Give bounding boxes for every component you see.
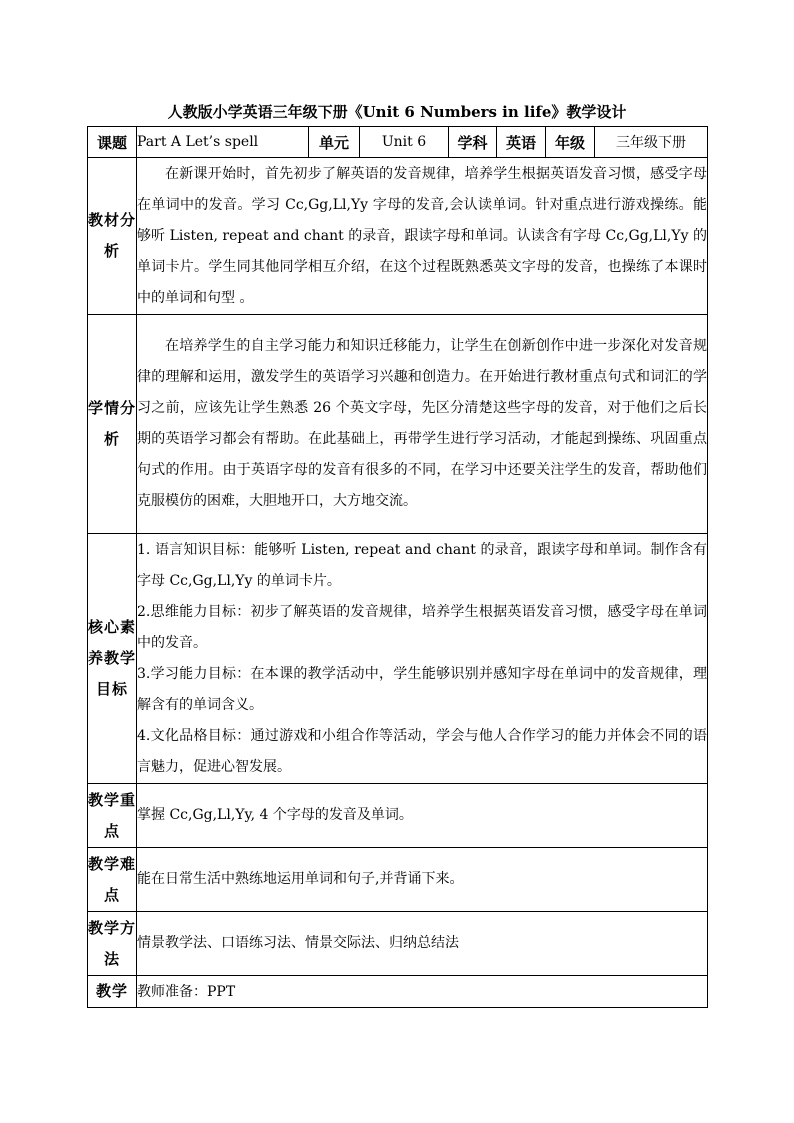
- key-points-text: 掌握 Cc,Gg,Ll,Yy, 4 个字母的发音及单词。: [137, 784, 708, 848]
- preparation-row: [88, 976, 708, 1008]
- methods-text: 情景教学法、口语练习法、情景交际法、归纳总结法: [137, 912, 708, 976]
- key-points-row: [88, 784, 708, 848]
- material-analysis-text: [137, 158, 708, 315]
- student-analysis-label: 学情分析: [88, 315, 137, 534]
- difficulties-row: [88, 848, 708, 912]
- unit-value: Unit 6: [360, 127, 449, 158]
- goal-item: 3.学习能力目标：在本课的教学活动中，学生能够识别并感知字母在单词中的发音规律，理解含有的单词含义。: [137, 665, 707, 713]
- preparation-label: 教学: [88, 976, 137, 1008]
- goal-item: 4.文化品格目标：通过游戏和小组合作等活动，学会与他人合作学习的能力并体会不同的语言魅力，促进心智发展。: [137, 727, 707, 775]
- preparation-text: 教师准备：PPT: [137, 976, 708, 1008]
- unit-label: 单元: [309, 127, 360, 158]
- document-title: 人教版小学英语三年级下册《Unit 6 Numbers in life》教学设计: [167, 103, 627, 121]
- header-row: [88, 127, 708, 158]
- methods-row: [88, 912, 708, 976]
- goal-item: 1. 语言知识目标：能够听 Listen, repeat and chant 的录音，跟读字母和单词。制作含有字母 Cc,Gg,Ll,Yy 的单词卡片。: [137, 541, 707, 589]
- goal-item: 2.思维能力目标：初步了解英语的发音规律，培养学生根据英语发音习惯，感受字母在单词中的发音。: [137, 603, 707, 651]
- grade-value: 三年级下册: [595, 127, 708, 158]
- material-analysis-row: [88, 158, 708, 315]
- material-analysis-label: 教材分析: [88, 158, 137, 315]
- subject-value: 英语: [497, 127, 546, 158]
- grade-label: 年级: [546, 127, 595, 158]
- methods-label: 教学方法: [88, 912, 137, 976]
- material-analysis-paragraph: 在新课开始时，首先初步了解英语的发音规律，培养学生根据英语发音习惯，感受字母在单词中的发音。学习 Cc,Gg,Ll,Yy 字母的发音,会认读单词。针对重点进行游戏操练。能够听 Listen, repeat and chant 的录音，跟读字母和单词。认读含有字母 Cc,Gg,Ll,Yy 的单词卡片。学生同其他同学相互介绍，在这个过程既熟悉英文字母的发音，也操练了本课时中的单词和句型 。: [137, 165, 707, 306]
- subject-label: 学科: [449, 127, 497, 158]
- core-goals-label: 核心素养教学目标: [88, 534, 137, 784]
- topic-label: 课题: [88, 127, 137, 158]
- student-analysis-row: [88, 315, 708, 534]
- core-goals-row: [88, 534, 708, 784]
- lesson-plan-table: [87, 126, 708, 1008]
- difficulties-label: 教学难点: [88, 848, 137, 912]
- key-points-label: 教学重点: [88, 784, 137, 848]
- topic-value: Part A Let’s spell: [137, 127, 309, 158]
- core-goals-list: [137, 534, 708, 784]
- student-analysis-text: [137, 315, 708, 534]
- difficulties-text: 能在日常生活中熟练地运用单词和句子,并背诵下来。: [137, 848, 708, 912]
- student-analysis-paragraph: 在培养学生的自主学习能力和知识迁移能力，让学生在创新创作中进一步深化对发音规律的理解和运用，激发学生的英语学习兴趣和创造力。在开始进行教材重点句式和词汇的学习之前，应该先让学生熟悉 26 个英文字母，先区分清楚这些字母的发音，对于他们之后长期的英语学习都会有帮助。在此基础上，再带学生进行学习活动，才能起到操练、巩固重点句式的作用。由于英语字母的发音有很多的不同，在学习中还要关注学生的发音，帮助他们克服模仿的困难，大胆地开口，大方地交流。: [137, 338, 707, 509]
